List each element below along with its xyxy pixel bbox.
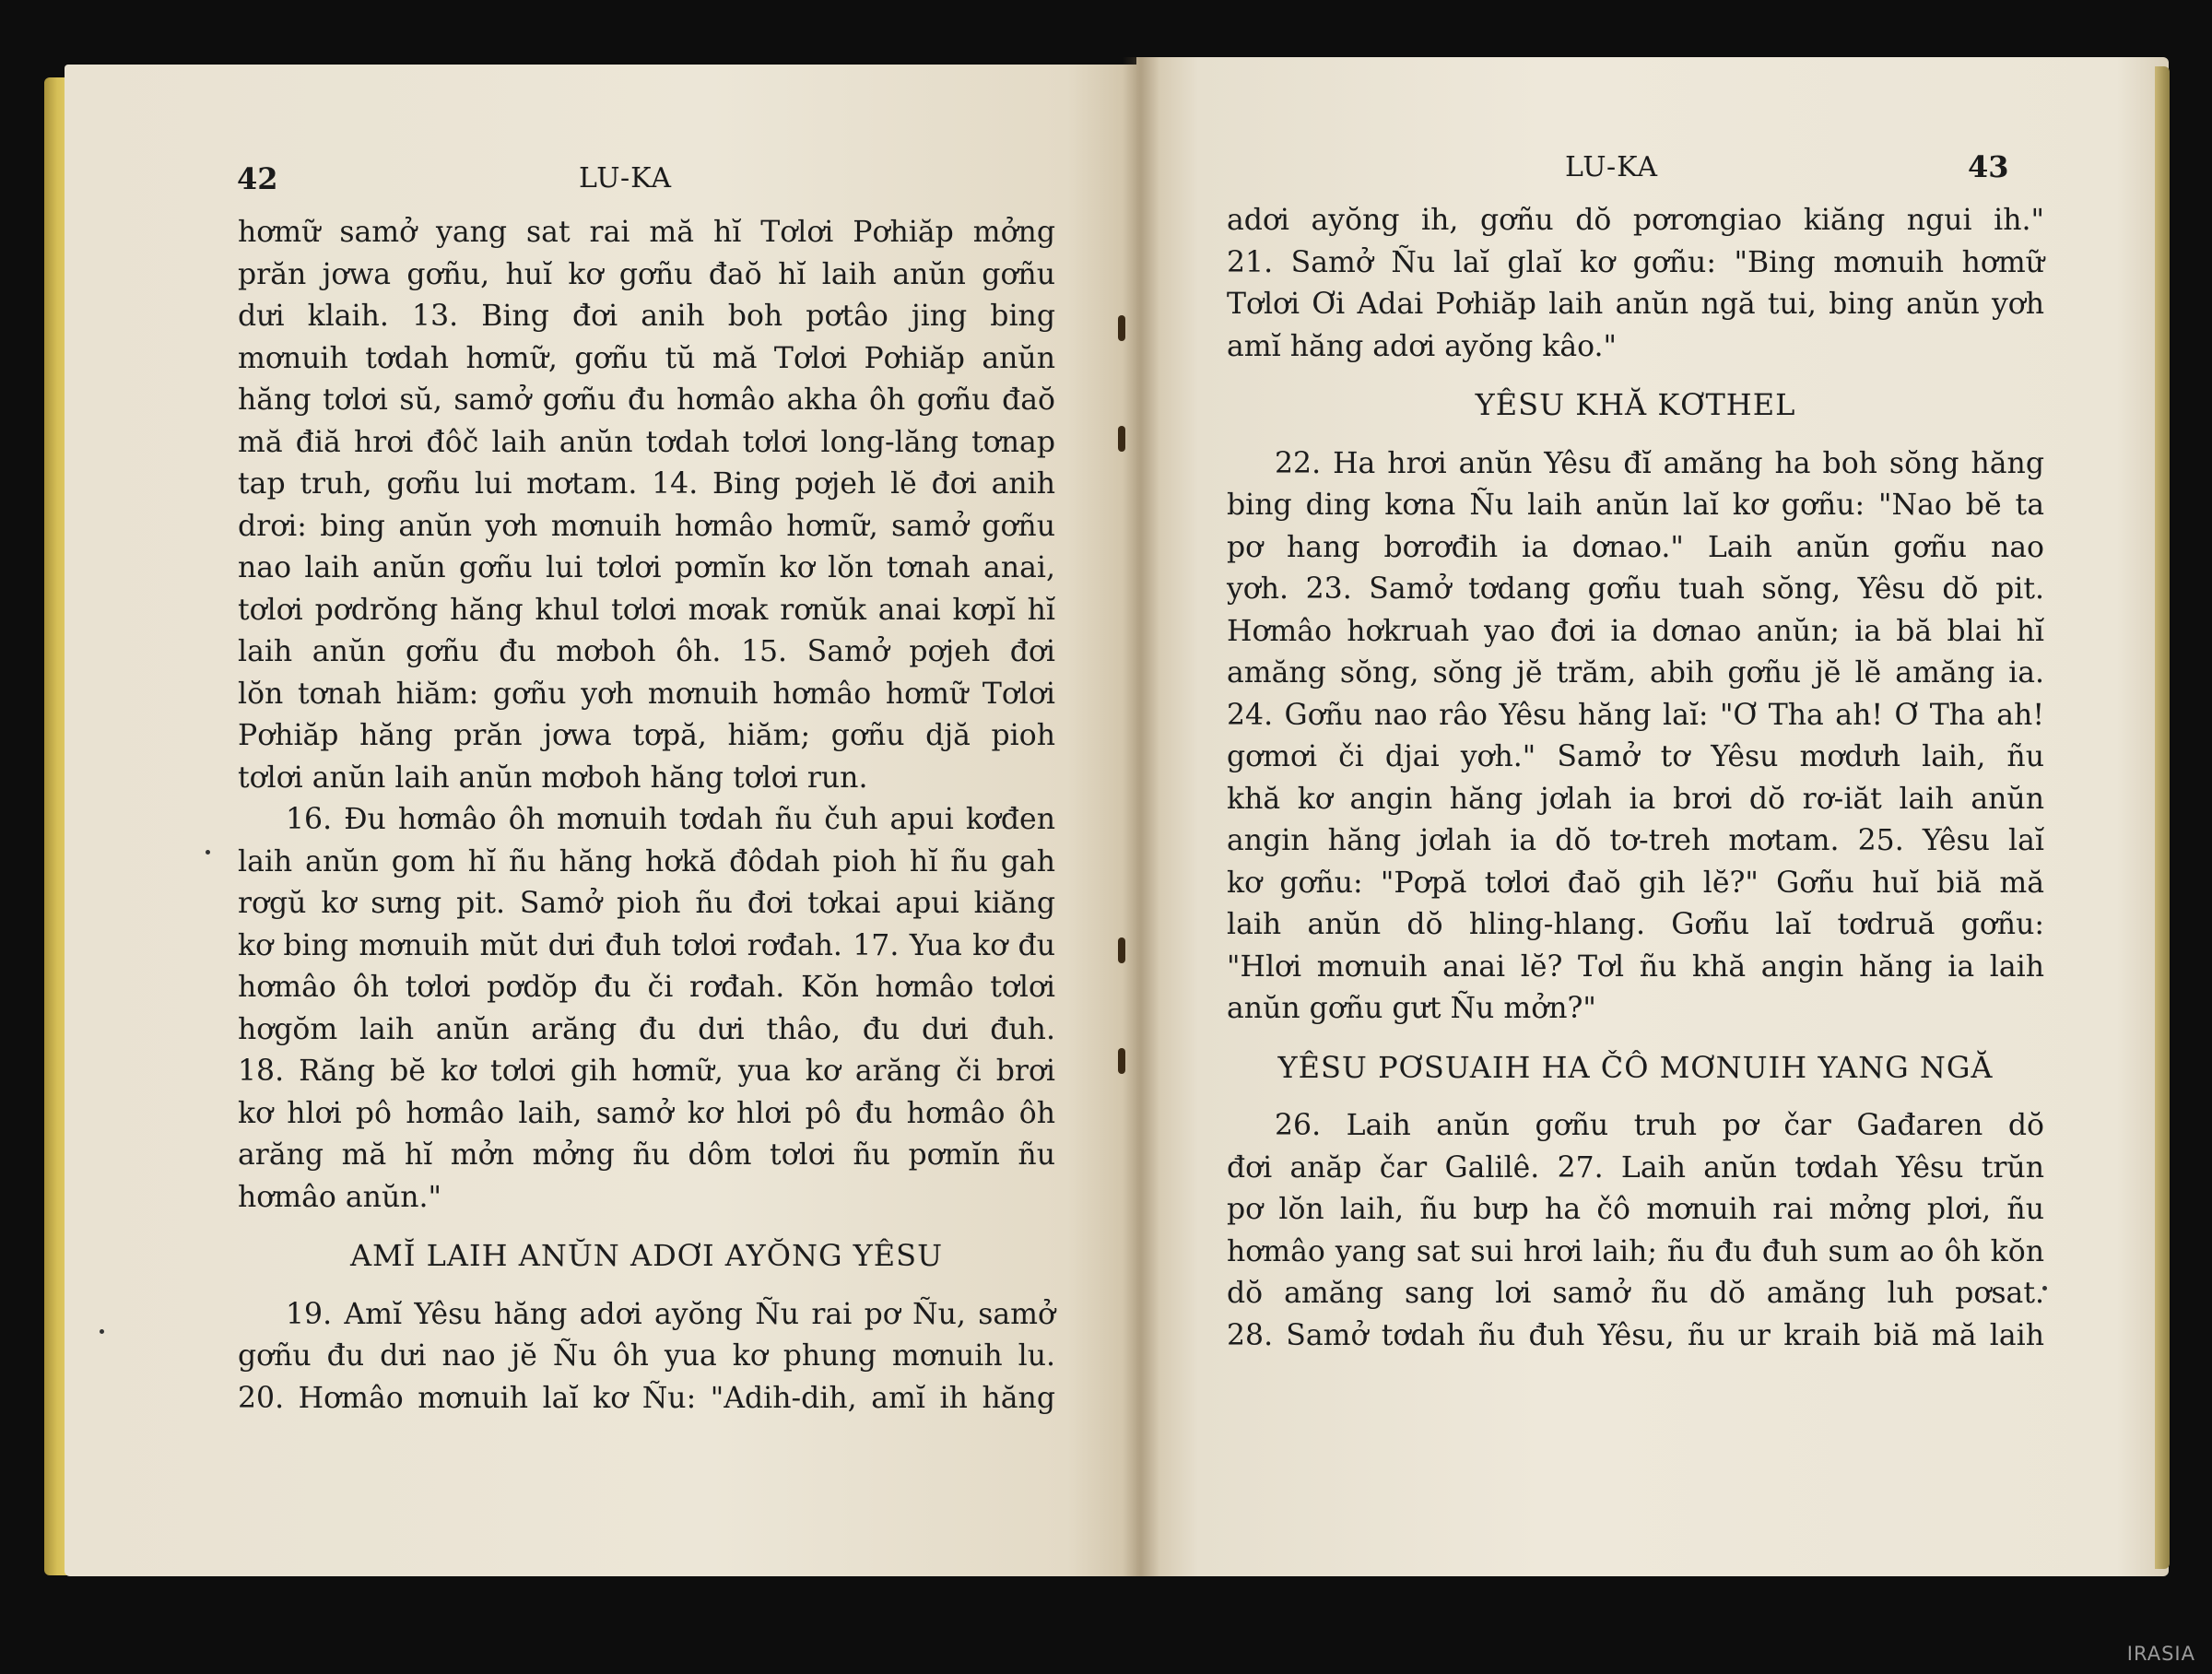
text-line: 20. Hơmâo mơnuih laĭ kơ Ñu: "Adih-dih, amĭ ih hăng: [238, 1381, 1055, 1415]
text-line: 26. Laih anŭn gơñu truh pơ čar Gađaren dŏ: [1275, 1109, 2044, 1142]
text-line: rơgŭ kơ sưng pit. Samở pioh ñu đơi tơkai apui kiăng: [238, 887, 1055, 920]
text-line: dưi klaih. 13. Bing đơi anih boh pơtâo jing bing: [238, 300, 1055, 333]
text-line: anŭn gơñu gưt Ñu mởn?": [1227, 992, 1596, 1025]
text-line: hơmâo yang sat sui hrơi laih; ñu đu đuh sum ao ôh kŏn: [1227, 1234, 2044, 1268]
text-line: mă điă hrơi đôč laih anŭn tơdah tơlơi long-lăng tơnap: [238, 425, 1055, 459]
text-line: kơ hlơi pô hơmâo laih, samở kơ hlơi pô đu hơmâo ôh: [238, 1096, 1055, 1130]
binding-stitch: [1118, 937, 1125, 963]
right-page-text: [1227, 200, 2044, 1357]
text-line: hơmữ samở yang sat rai mă hĭ Tơlơi Pơhiăp mởng: [238, 216, 1055, 249]
text-line: khă kơ angin hăng jơlah ia brơi dŏ rơ-iăt laih anŭn: [1227, 782, 2044, 816]
page-number-right: 43: [1968, 149, 2009, 184]
page-number-left: 42: [237, 161, 278, 196]
text-line: dŏ amăng sang lơi samở ñu dŏ amăng luh pơsat.: [1227, 1277, 2044, 1310]
text-line: mơnuih tơdah hơmữ, gơñu tŭ mă Tơlơi Pơhiăp anŭn: [238, 341, 1055, 375]
text-line: laih anŭn gơñu đu mơboh ôh. 15. Samở pơjeh đơi: [238, 635, 1055, 668]
text-line: hăng tơlơi sŭ, samở gơñu đu hơmâo akha ôh gơñu đaŏ: [238, 383, 1055, 417]
text-line: Hơmâo hơkruah yao đơi ia dơnao anŭn; ia bă blai hĭ: [1227, 614, 2044, 648]
text-line: angin hăng jơlah ia dŏ tơ-treh mơtam. 25. Yêsu laĭ: [1227, 824, 2044, 857]
text-line: 19. Amĭ Yêsu hăng adơi ayŏng Ñu rai pơ Ñu, samở: [286, 1297, 1055, 1331]
text-line: kơ gơñu: "Pơpă tơlơi đaŏ gih lĕ?" Gơñu huĭ biă mă: [1227, 866, 2044, 900]
text-line: gơñu đu dưi nao jĕ Ñu ôh yua kơ phung mơnuih lu.: [238, 1339, 1055, 1373]
text-line: 28. Samở tơdah ñu đuh Yêsu, ñu ur kraih biă mă laih: [1227, 1318, 2044, 1352]
text-line: Tơlơi Ơi Adai Pơhiăp laih anŭn ngă tui, bing anŭn yơh: [1227, 288, 2044, 321]
text-line: lŏn tơnah hiăm: gơñu yơh mơnuih hơmâo hơmữ Tơlơi: [238, 677, 1055, 711]
text-line: amĭ hăng adơi ayŏng kâo.": [1227, 329, 1618, 363]
text-line: hơgŏm laih anŭn arăng đu dưi thâo, đu dưi đuh.: [238, 1012, 1055, 1046]
text-line: 22. Ha hrơi anŭn Yêsu đĭ amăng ha boh sŏng hăng: [1275, 446, 2044, 480]
text-line: yơh. 23. Samở tơdang gơñu tuah sŏng, Yêsu dŏ pit.: [1227, 572, 2044, 606]
section-heading: YÊSU PƠSUAIH HA ČÔ MƠNUIH YANG NGĂ: [1277, 1049, 1994, 1085]
text-line: 24. Gơñu nao râo Yêsu hăng laĭ: "Ơ Tha ah! Ơ Tha ah!: [1227, 698, 2044, 732]
text-line: gơmơi či djai yơh." Samở tơ Yêsu mơdưh laih, ñu: [1227, 740, 2044, 773]
running-head-left: LU-KA: [579, 162, 673, 195]
text-line: tơlơi pơdrŏng hăng khul tơlơi mơak rơnŭk anai kơpĭ hĭ: [238, 593, 1055, 627]
text-line: nao laih anŭn gơñu lui tơlơi pơmĭn kơ lŏn tơnah anai,: [238, 551, 1055, 584]
text-line: 21. Samở Ñu laĭ glaĭ kơ gơñu: "Bing mơnuih hơmữ: [1227, 245, 2044, 279]
binding-stitch: [1118, 1048, 1125, 1074]
text-line: kơ bing mơnuih mŭt dưi đuh tơlơi rơđah. 17. Yua kơ đu: [238, 928, 1055, 962]
text-line: adơi ayŏng ih, gơñu dŏ pơrơngiao kiăng ngui ih.": [1227, 204, 2044, 237]
text-line: hơmâo ôh tơlơi pơdŏp đu či rơđah. Kŏn hơmâo tơlơi: [238, 971, 1055, 1004]
book-cover-edge-right: [2155, 66, 2170, 1569]
text-line: pơ hang bơrơđih ia dơnao." Laih anŭn gơñu nao: [1227, 530, 2044, 564]
watermark: IRASIA: [2126, 1643, 2195, 1665]
text-line: tap truh, gơñu lui mơtam. 14. Bing pơjeh lĕ đơi anih: [238, 467, 1055, 501]
text-line: laih anŭn dŏ hling-hlang. Gơñu laĭ tơdruă gơñu:: [1227, 908, 2044, 941]
left-page-text: [238, 212, 1055, 1420]
text-line: arăng mă hĭ mởn mởng ñu dôm tơlơi ñu pơmĭn ñu: [238, 1138, 1055, 1172]
text-line: pơ lŏn laih, ñu bưp ha čô mơnuih rai mởng plơi, ñu: [1227, 1193, 2044, 1226]
page-speck: [100, 1329, 104, 1334]
text-line: Pơhiăp hăng prăn jơwa tơpă, hiăm; gơñu djă pioh: [238, 719, 1055, 752]
text-line: prăn jơwa gơñu, huĭ kơ gơñu đaŏ hĭ laih anŭn gơñu: [238, 257, 1055, 291]
running-head-right: LU-KA: [1565, 151, 1659, 183]
book-gutter: [1123, 57, 1159, 1576]
section-heading: AMĬ LAIH ANŬN ADƠI AYŎNG YÊSU: [349, 1238, 944, 1273]
page-speck: [206, 850, 210, 855]
text-line: drơi: bing anŭn yơh mơnuih hơmâo hơmữ, samở gơñu: [238, 509, 1055, 543]
text-line: 18. Răng bĕ kơ tơlơi gih hơmữ, yua kơ arăng či brơi: [238, 1055, 1055, 1088]
text-line: 16. Đu hơmâo ôh mơnuih tơdah ñu čuh apui kơđen: [286, 803, 1055, 836]
binding-stitch: [1118, 315, 1125, 341]
text-line: đơi anăp čar Galilê. 27. Laih anŭn tơdah Yêsu trŭn: [1227, 1150, 2044, 1185]
open-book: [44, 57, 2169, 1576]
section-heading: YÊSU KHĂ KƠTHEL: [1475, 387, 1796, 422]
text-line: tơlơi anŭn laih anŭn mơboh hăng tơlơi run.: [238, 760, 868, 795]
text-line: "Hlơi mơnuih anai lĕ? Tơl ñu khă angin hăng ia laih: [1227, 949, 2044, 984]
text-line: hơmâo anŭn.": [238, 1180, 442, 1214]
text-line: amăng sŏng, sŏng jĕ trăm, abih gơñu jĕ lĕ amăng ia.: [1227, 656, 2044, 690]
text-line: laih anŭn gom hĭ ñu hăng hơkă đôdah pioh hĭ ñu gah: [238, 844, 1055, 878]
text-line: bing ding kơna Ñu laih anŭn laĭ kơ gơñu: "Nao bĕ ta: [1227, 489, 2044, 522]
binding-stitch: [1118, 426, 1125, 452]
